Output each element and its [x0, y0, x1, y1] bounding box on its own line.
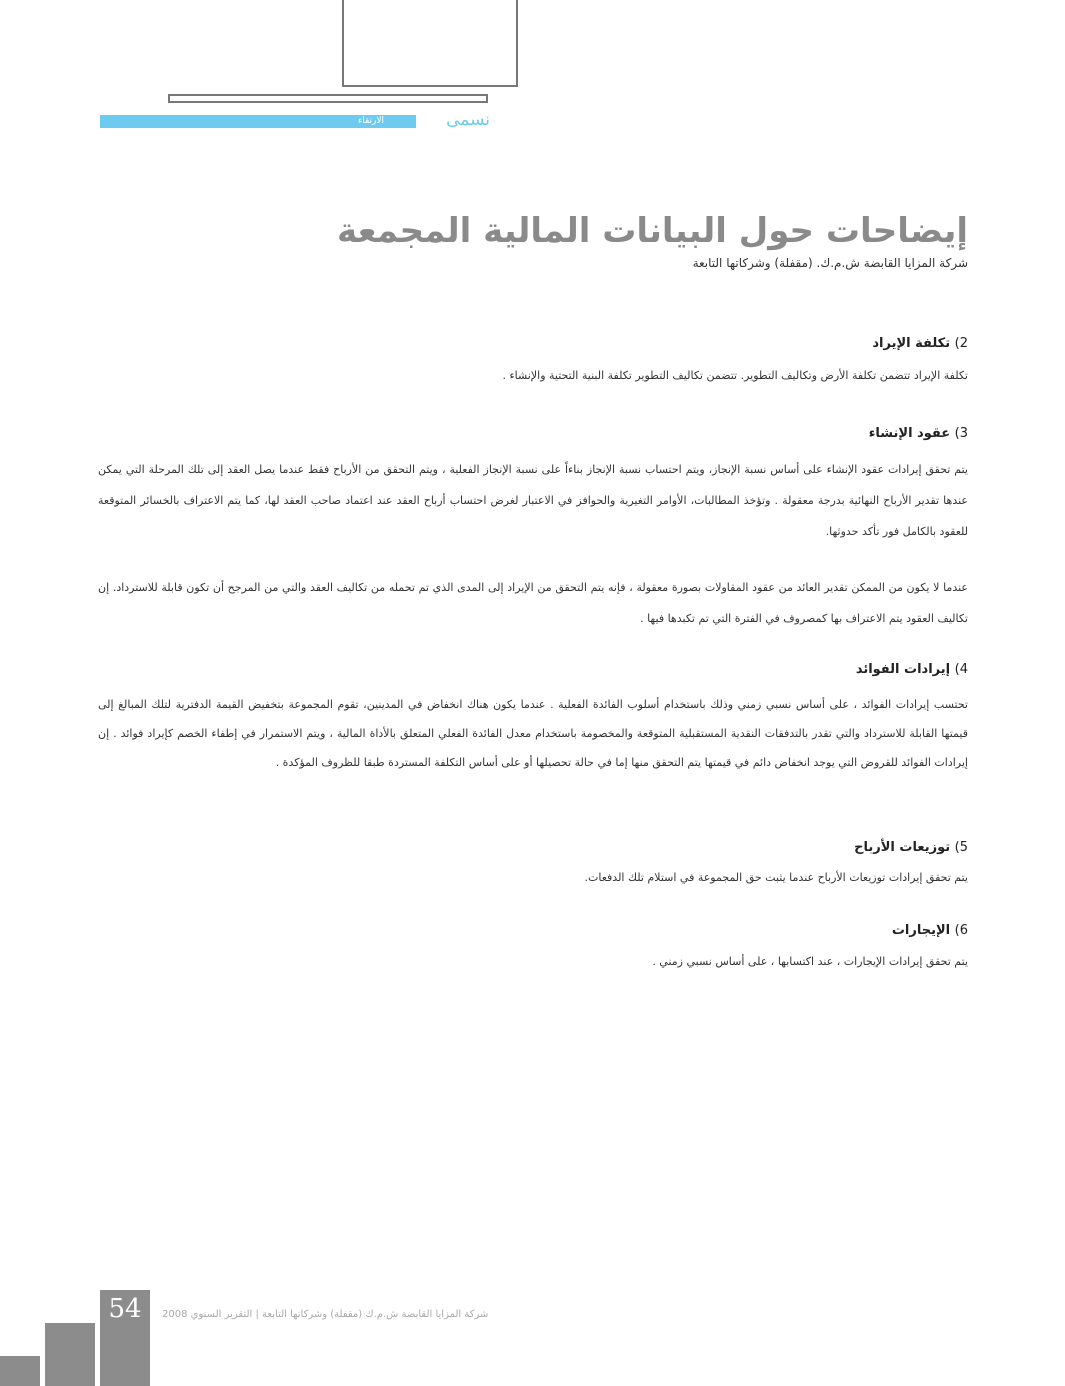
text-line: يتم تحقق إيرادات الإيجارات ، عند اكتسابها ، على أساس نسبي زمني .	[652, 955, 968, 968]
slogan-strip	[100, 110, 490, 130]
text-line: ، ويتم الاستمرار في إطفاء الخصم كإيراد فوائد . إن إيرادات الفوائد للقروض التي يوجد انخفاض دائم في قيمتها يتم التحقق منها إما في حالة تحصيلها أو على أساس	[98, 727, 968, 769]
text-line: صاحب العقد لها، كما يتم الاعتراف بالخسائر المتوقعة للعقود بالكامل فور تأكد حدوثها.	[98, 494, 968, 538]
section-heading	[854, 838, 968, 858]
footer-block	[0, 1356, 40, 1386]
footer-company: شركة المزايا القابضة ش.م.ك (مقفلة) وشركاتها التابعة	[262, 1309, 489, 1320]
text-line: التكلفة المستردة طبقا للظروف المؤكدة .	[275, 756, 466, 769]
section-title: الإيجارات	[891, 923, 951, 938]
paragraph	[98, 572, 968, 634]
slogan-word: الارتقاء	[357, 116, 384, 126]
paragraph	[98, 690, 968, 777]
text-line: تكلفة الإيراد تتضمن تكلفة الأرض وتكاليف التطوير. تتضمن تكاليف التطوير تكلفة البنية التحتية والإنشاء .	[502, 369, 968, 382]
text-line: عندما لا يكون من الممكن تقدير العائد من عقود المقاولات بصورة معقولة ، فإنه يتم التحقق من الإيراد إلى المدى الذي تم تحمله من تكاليف العقد والتي من المرجح أن	[212, 581, 968, 594]
footer-separator: |	[255, 1309, 259, 1320]
page-title: إيضاحات حول البيانات المالية المجمعة	[336, 211, 968, 251]
section-number: 4)	[954, 662, 968, 677]
page-subtitle: شركة المزايا القابضة ش.م.ك. (مقفلة) وشركاتها التابعة	[692, 256, 968, 270]
section-title: توزيعات الأرباح	[854, 840, 951, 855]
text-line: تحتسب إيرادات الفوائد ، على أساس نسبي زمني وذلك باستخدام أسلوب الفائدة الفعلية . عندما يكون هناك انخفاض في المدينين، تقوم المجموعة بتخفيض القيمة	[215, 698, 968, 711]
section-heading	[856, 660, 968, 680]
paragraph	[98, 366, 968, 386]
section-number: 6)	[954, 923, 968, 938]
paragraph	[98, 454, 968, 547]
text-line: يتم تحقق إيرادات عقود الإنشاء على أساس نسبة الإنجاز، ويتم احتساب نسبة الإنجاز بناءاً على نسبة الإنجاز الفعلية ، ويتم التحقق من الأرباح فقط عندما يصل العقد	[227, 463, 968, 476]
paragraph	[98, 952, 968, 972]
section-title: عقود الإنشاء	[868, 426, 951, 441]
text-line: يتم تحقق إيرادات توزيعات الأرباح عندما يثبت حق المجموعة في استلام تلك الدفعات.	[584, 871, 968, 884]
text-line: إلى تلك المرحلة التي يمكن عندها تقدير الأرباح النهائية بدرجة معقولة . وتؤخذ المطالبات، الأوامر التغيرية والحوافز في الاعتبار لغرض احتساب أرباح العقد عند اعتماد	[98, 463, 968, 507]
slogan-word: إلى	[402, 117, 414, 126]
footer-report: التقرير السنوي 2008	[162, 1309, 253, 1320]
decorative-bar	[168, 94, 488, 103]
section-number: 5)	[954, 840, 968, 855]
section-number: 2)	[954, 336, 968, 351]
section-heading	[872, 334, 968, 354]
footer-block	[45, 1323, 95, 1386]
text-line: تكون قابلة للاسترداد. إن تكاليف العقود يتم الاعتراف بها كمصروف في الفترة التي تم تكبدها فيها .	[98, 581, 968, 625]
footer-running-text	[162, 1309, 488, 1320]
slogan-word: نسمى	[446, 110, 490, 130]
section-title: إيرادات الفوائد	[855, 662, 951, 677]
text-line: الدفترية لتلك المبالغ إلى قيمتها القابلة للاسترداد والتي تقدر بالتدفقات النقدية المستقبلية المتوقعة والمخصومة باستخدام معدل الفائدة الفعلي المتعلق بالأداة المالية	[98, 698, 968, 740]
decorative-frame	[342, 0, 518, 87]
page-number: 54	[108, 1294, 142, 1324]
section-heading	[869, 424, 968, 444]
paragraph	[98, 868, 968, 888]
section-title: تكلفة الإيراد	[872, 336, 951, 351]
section-number: 3)	[954, 426, 968, 441]
section-heading	[892, 921, 968, 941]
